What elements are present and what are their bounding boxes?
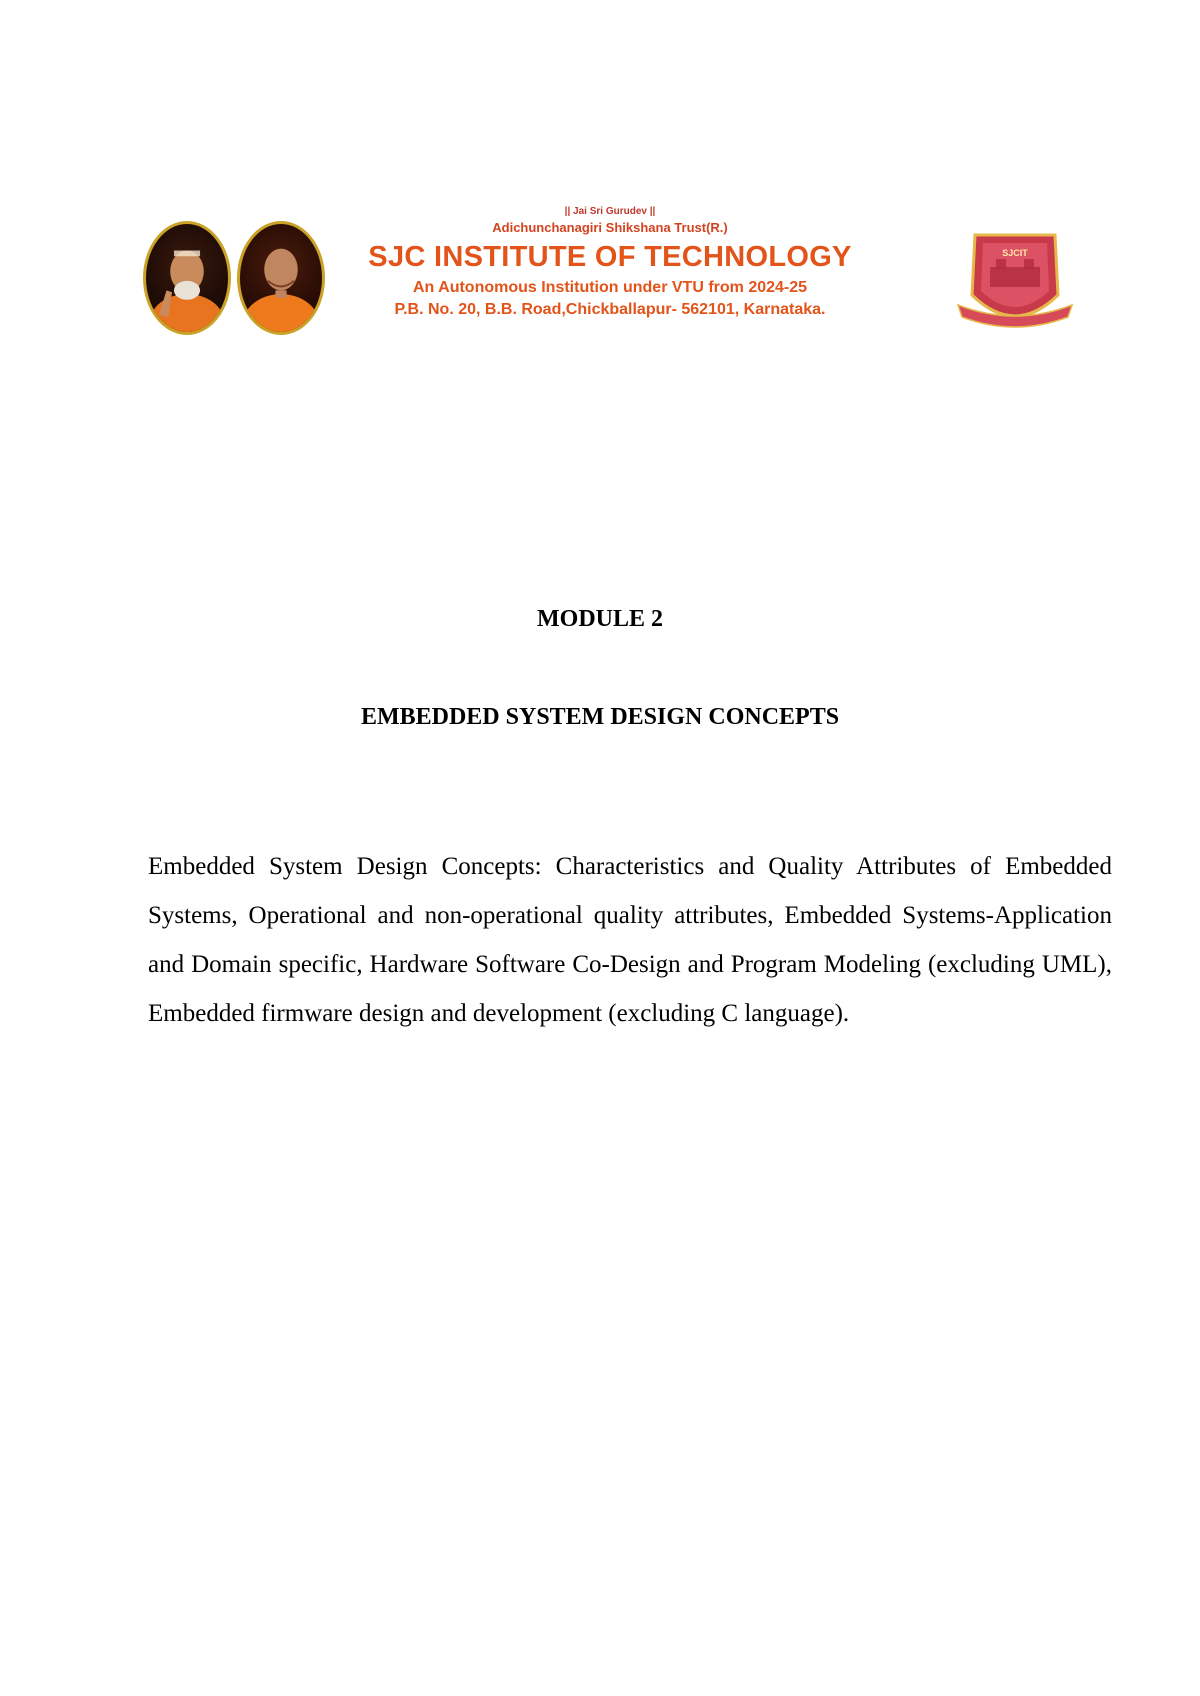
institute-subtitle: An Autonomous Institution under VTU from 2024-25: [412, 279, 808, 296]
letterhead-tagline: || Jai Sri Gurudev ||: [564, 206, 656, 217]
institute-emblem-icon: [950, 225, 1080, 345]
institute-address: P.B. No. 20, B.B. Road,Chickballapur- 562101, Karnataka.: [394, 301, 826, 318]
letterhead-text: [330, 205, 890, 321]
trust-name: Adichunchanagiri Shikshana Trust(R.): [492, 220, 728, 235]
letterhead: [140, 205, 1080, 340]
svg-text:SJCIT: SJCIT: [1002, 248, 1028, 258]
module-title: MODULE 2: [537, 606, 663, 632]
syllabus-paragraph: Embedded System Design Concepts: Characteristics and Quality Attributes of Embedded Systems, Operational and non-operational quality attributes, Embedded Systems-Application and Domain specific, Hardware Software Co-Design and Program Modeling (excluding UML), Embedded firmware design and development (excluding C language).: [148, 853, 1112, 1027]
founder-portrait-left: [143, 221, 231, 335]
institute-name: SJC INSTITUTE OF TECHNOLOGY: [368, 241, 852, 273]
founder-portrait-right: [237, 221, 325, 335]
module-heading: EMBEDDED SYSTEM DESIGN CONCEPTS: [360, 704, 840, 730]
